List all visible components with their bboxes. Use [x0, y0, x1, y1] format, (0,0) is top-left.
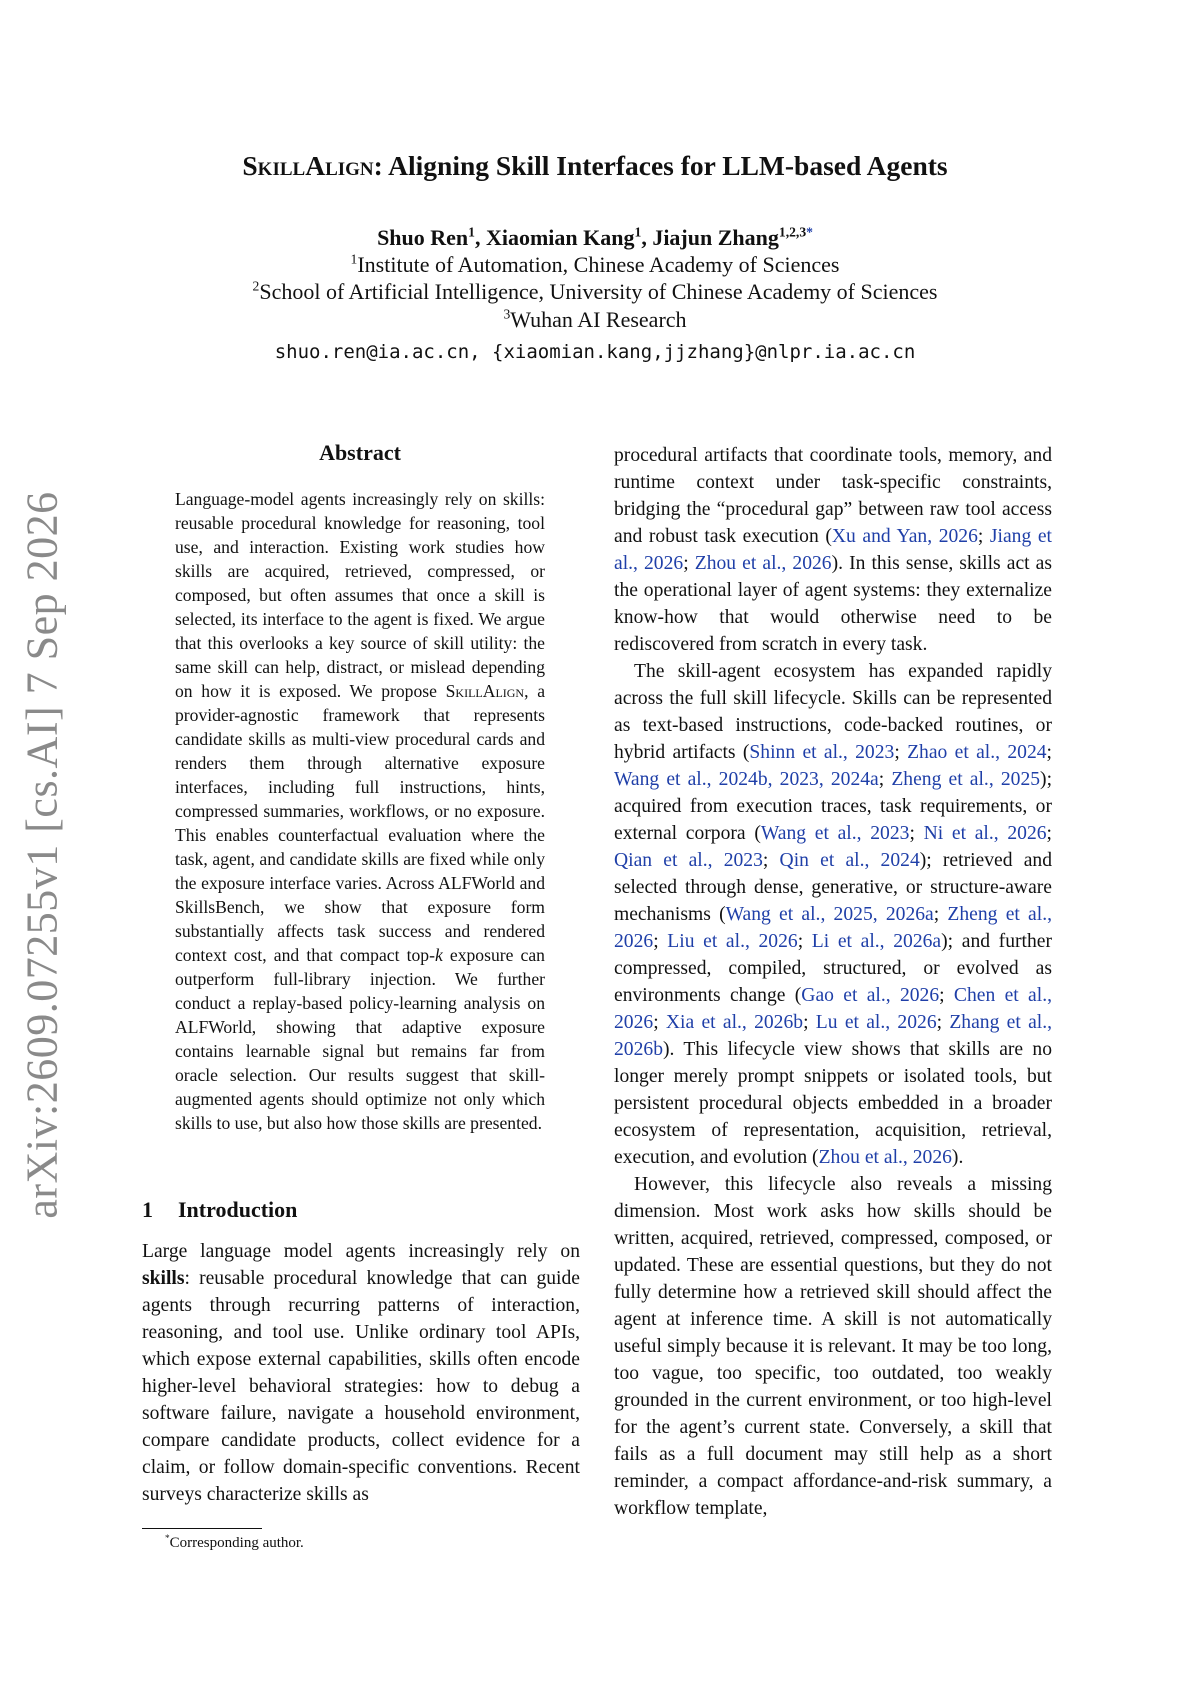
affiliation-number: 3 [503, 306, 511, 322]
citation-link[interactable]: Jiang et al., 2026 [614, 526, 1053, 574]
citation-link[interactable]: Xu and Yan, 2026 [831, 526, 978, 547]
section-title: Introduction [178, 1197, 298, 1222]
paragraph: procedural artifacts that coordinate tools, memory, and runtime context under task-specific constraints, bridging the “procedural gap” between raw tool access and robust task execution (Xu and Yan, 2026; Jiang et al., 2026; Zhou et al., 2026). In this sense, skills act as the operational layer of agent systems: they externalize know-how that would otherwise need to be rediscovered from scratch in every task. [614, 445, 1053, 655]
affiliation-text: Institute of Automation, Chinese Academy of Sciences [357, 252, 840, 277]
footnote: *Corresponding author. [165, 1534, 304, 1551]
skills-term: skills [142, 1268, 185, 1289]
citation-link[interactable]: Qian et al., 2023 [614, 850, 763, 871]
paragraph: The skill-agent ecosystem has expanded rapidly across the full skill lifecycle. Skills can be represented as text-based instructions, code-backed routines, or hybrid artifacts (Shinn et al., 2023; Zhao et al., 2024; Wang et al., 2024b, 2023, 2024a; Zheng et al., 2025); acquired from execution traces, task requirements, or external corpora (Wang et al., 2023; Ni et al., 2026; Qian et al., 2023; Qin et al., 2024); retrieved and selected through dense, generative, or structure-aware mechanisms (Wang et al., 2025, 2026a; Zheng et al., 2026; Liu et al., 2026; Li et al., 2026a); and further compressed, compiled, structured, or evolved as environments change (Gao et al., 2026; Chen et al., 2026; Xia et al., 2026b; Lu et al., 2026; Zhang et al., 2026b). This lifecycle view shows that skills are no longer merely prompt snippets or isolated tools, but persistent procedural objects embedded in a broader ecosystem of representation, acquisition, retrieval, execution, and evolution (Zhou et al., 2026). [614, 661, 1053, 1168]
author-emails: shuo.ren@ia.ac.cn, {xiaomian.kang,jjzhang}@nlpr.ia.ac.cn [274, 341, 916, 363]
citation-link[interactable]: Lu et al., 2026 [815, 1012, 937, 1033]
citation-link[interactable]: Li et al., 2026a [811, 931, 942, 952]
citation-link[interactable]: Chen et al., 2026 [614, 985, 1052, 1033]
citation-link[interactable]: Zhou et al., 2026 [694, 553, 832, 574]
citation-link[interactable]: Liu et al., 2026 [667, 931, 798, 952]
affiliation [0, 279, 1190, 305]
affiliation-number: 1 [350, 251, 358, 267]
author-affiliation-mark: 1 [634, 224, 642, 240]
affiliation-text: School of Artificial Intelligence, University of Chinese Academy of Sciences [259, 279, 938, 304]
paper-title [0, 150, 1190, 182]
title-rest: : Aligning Skill Interfaces for LLM-based Agents [373, 150, 948, 181]
section-number: 1 [142, 1197, 153, 1222]
citation-link[interactable]: Gao et al., 2026 [801, 985, 940, 1006]
citation-link[interactable]: Wang et al., 2025, 2026a [725, 904, 934, 925]
affiliation [0, 307, 1190, 333]
author-list: Shuo Ren$^1$, Xiaomian Kang$^1$, Jiajun Zhang$^{1,2,3*}$ [377, 224, 813, 250]
citation-link[interactable]: Zhao et al., 2024 [907, 742, 1047, 763]
paragraph: However, this lifecycle also reveals a missing dimension. Most work asks how skills should be written, acquired, retrieved, compressed, composed, or updated. These are essential questions, but they do not fully determine how a retrieved skill should affect the agent at inference time. A skill is not automatically useful simply because it is relevant. It may be too long, too vague, too specific, too outdated, too weakly grounded in the current environment, or too high-level for the agent’s current state. Conversely, a skill that fails as a full document may still help as a short reminder, a compact affordance-and-risk summary, a workflow template, [614, 1174, 1052, 1519]
introduction-paragraph: Large language model agents increasingly rely on skills: reusable procedural knowledge that can guide agents through recurring patterns of interaction, reasoning, and tool use. Unlike ordinary tool APIs, which expose external capabilities, skills often encode higher-level behavioral strategies: how to debug a software failure, navigate a household environment, compare candidate products, collect evidence for a claim, or follow domain-specific conventions. Recent surveys characterize skills as [142, 1241, 580, 1505]
footnote-rule [142, 1528, 262, 1529]
section-heading-introduction [142, 1197, 582, 1223]
author-affiliation-mark: 1 [468, 224, 475, 240]
citation-link[interactable]: Zhang et al., 2026b [614, 1012, 1053, 1060]
citation-link[interactable]: Zheng et al., 2026 [614, 904, 1052, 952]
citation-link[interactable]: Xia et al., 2026b [665, 1012, 804, 1033]
citation-link[interactable]: Wang et al., 2024b, 2023, 2024a [614, 769, 879, 790]
framework-name: SkillAlign [445, 681, 525, 701]
abstract-body: Language-model agents increasingly rely on skills: reusable procedural knowledge for reasoning, tool use, and interaction. Existing work studies how skills are acquired, retrieved, compressed, or composed, but often assumes that once a skill is selected, its interface to the agent is fixed. We argue that this overlooks a key source of skill utility: the same skill can help, distract, or mislead depending on how it is exposed. We propose SkillAlign, a provider-agnostic framework that represents candidate skills as multi-view procedural cards and renders them through alternative exposure interfaces, including full instructions, hints, compressed summaries, workflows, or no exposure. This enables counterfactual evaluation where the task, agent, and candidate skills are fixed while only the exposure interface varies. Across ALFWorld and SkillsBench, we show that exposure form substantially affects task success and rendered context cost, and that compact top-k exposure can outperform full-library injection. We further conduct a replay-based policy-learning analysis on ALFWorld, showing that adaptive exposure contains learnable signal but remains far from oracle selection. Our results suggest that skill-augmented agents should optimize not only which skills to use, but also how those skills are presented. [175, 489, 545, 1133]
affiliation-text: Wuhan AI Research [510, 307, 687, 332]
affiliation [0, 252, 1190, 278]
author-name: Jiajun Zhang [652, 225, 779, 250]
author-name: Shuo Ren [377, 225, 469, 250]
citation-link[interactable]: Zheng et al., 2025 [891, 769, 1041, 790]
author-name: Xiaomian Kang [485, 225, 635, 250]
affiliation-number: 2 [252, 278, 260, 294]
corresponding-author-mark[interactable]: * [806, 224, 813, 240]
author-affiliation-mark: 1,2,3* [778, 224, 813, 240]
right-column-text [614, 442, 1052, 1522]
citation-link[interactable]: Wang et al., 2023 [760, 823, 910, 844]
citation-link[interactable]: Qin et al., 2024 [779, 850, 920, 871]
abstract-heading: Abstract [319, 440, 401, 465]
citation-link[interactable]: Zhou et al., 2026 [818, 1147, 952, 1168]
citation-link[interactable]: Ni et al., 2026 [923, 823, 1047, 844]
citation-link[interactable]: Shinn et al., 2023 [749, 742, 895, 763]
framework-name: SkillAlign [242, 150, 374, 181]
arxiv-identifier-text: arXiv:2609.07255v1 [cs.AI] 7 Sep 2026 [17, 491, 67, 1219]
